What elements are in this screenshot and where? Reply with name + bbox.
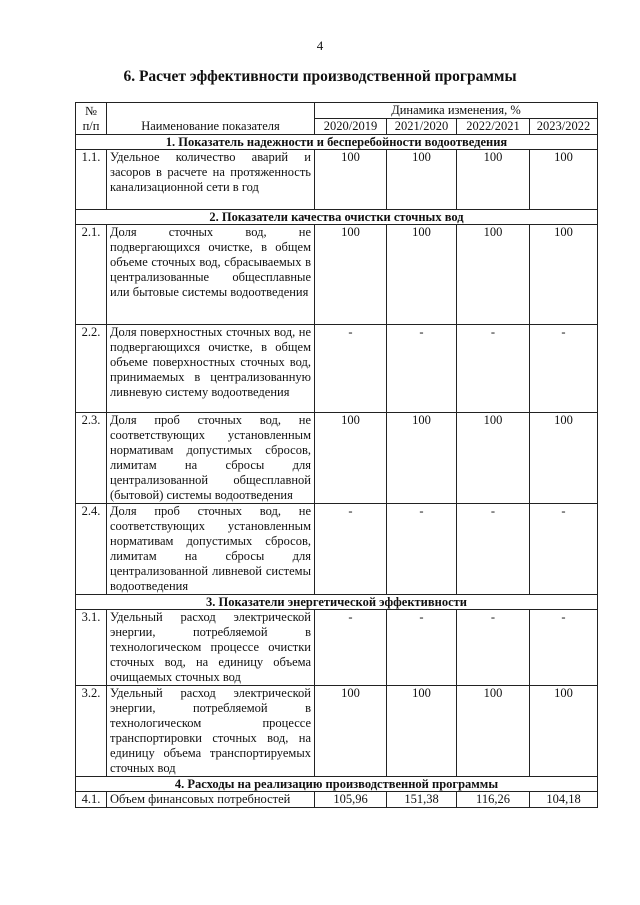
section-row	[76, 135, 598, 150]
dynamics-value: -	[315, 504, 387, 595]
indicator-name: Доля проб сточных вод, не соответствующих установленным нормативам допустимых сбросов, лимитам на сбросы для централизованной общесплавной (бытовой) системы водоотведения	[107, 413, 315, 504]
section-title: 3. Показатели энергетической эффективности	[76, 595, 598, 610]
indicator-name: Объем финансовых потребностей	[107, 792, 315, 808]
dynamics-value: 100	[387, 413, 457, 504]
dynamics-value: 104,18	[530, 792, 598, 808]
col-header-num-line1: №	[85, 104, 97, 118]
dynamics-value: 151,38	[387, 792, 457, 808]
row-number: 2.4.	[76, 504, 107, 595]
row-number: 2.2.	[76, 325, 107, 413]
dynamics-value: 100	[530, 150, 598, 210]
dynamics-value: 100	[387, 225, 457, 325]
table-row	[76, 225, 598, 325]
row-number: 2.1.	[76, 225, 107, 325]
row-number: 1.1.	[76, 150, 107, 210]
row-number: 4.1.	[76, 792, 107, 808]
dynamics-value: 100	[315, 686, 387, 777]
dynamics-value: -	[457, 610, 530, 686]
table-row	[76, 792, 598, 808]
dynamics-value: -	[315, 610, 387, 686]
dynamics-value: -	[457, 325, 530, 413]
table-row	[76, 686, 598, 777]
dynamics-value: -	[530, 325, 598, 413]
dynamics-value: 116,26	[457, 792, 530, 808]
page-title: 6. Расчет эффективности производственной программы	[123, 68, 517, 85]
indicator-name: Доля сточных вод, не подвергающихся очистке, в общем объеме сточных вод, сбрасываемых в централизованные общесплавные или бытовые системы водоотведения	[107, 225, 315, 325]
efficiency-table	[75, 102, 598, 808]
dynamics-value: 100	[530, 225, 598, 325]
dynamics-value: 100	[387, 150, 457, 210]
dynamics-value: 100	[530, 413, 598, 504]
section-title: 1. Показатель надежности и бесперебойности водоотведения	[76, 135, 598, 150]
dynamics-value: 105,96	[315, 792, 387, 808]
col-header-name: Наименование показателя	[107, 103, 315, 135]
page-number: 4	[316, 38, 324, 53]
dynamics-value: -	[315, 325, 387, 413]
dynamics-value: -	[387, 504, 457, 595]
dynamics-value: -	[387, 325, 457, 413]
dynamics-value: 100	[530, 686, 598, 777]
dynamics-value: -	[530, 610, 598, 686]
dynamics-value: 100	[387, 686, 457, 777]
table-row	[76, 504, 598, 595]
table-row	[76, 413, 598, 504]
dynamics-value: -	[530, 504, 598, 595]
dynamics-value: 100	[315, 150, 387, 210]
section-title: 2. Показатели качества очистки сточных вод	[76, 210, 598, 225]
dynamics-value: 100	[457, 225, 530, 325]
dynamics-value: 100	[315, 225, 387, 325]
col-header-year: 2023/2022	[530, 119, 598, 135]
col-header-dynamics: Динамика изменения, %	[315, 103, 598, 119]
dynamics-value: 100	[457, 686, 530, 777]
col-header-num	[76, 103, 107, 135]
section-row	[76, 777, 598, 792]
table-row	[76, 150, 598, 210]
dynamics-value: -	[387, 610, 457, 686]
table-row	[76, 325, 598, 413]
dynamics-value: 100	[457, 150, 530, 210]
indicator-name: Доля проб сточных вод, не соответствующих установленным нормативам допустимых сбросов, лимитам на сбросы для централизованной ливневой системы водоотведения	[107, 504, 315, 595]
col-header-num-line2: п/п	[82, 119, 100, 133]
indicator-name: Доля поверхностных сточных вод, не подвергающихся очистке, в общем объеме поверхностных сточных вод, принимаемых в централизованную ливневую систему водоотведения	[107, 325, 315, 413]
row-number: 2.3.	[76, 413, 107, 504]
row-number: 3.1.	[76, 610, 107, 686]
col-header-year: 2022/2021	[457, 119, 530, 135]
dynamics-value: 100	[315, 413, 387, 504]
section-title: 4. Расходы на реализацию производственной программы	[76, 777, 598, 792]
dynamics-value: -	[457, 504, 530, 595]
section-row	[76, 210, 598, 225]
indicator-name: Удельный расход электрической энергии, потребляемой в технологическом процессе транспортировки сточных вод, на единицу объема транспортируемых сточных вод	[107, 686, 315, 777]
col-header-year: 2020/2019	[315, 119, 387, 135]
row-number: 3.2.	[76, 686, 107, 777]
indicator-name: Удельный расход электрической энергии, потребляемой в технологическом процессе очистки сточных вод, на единицу объема очищаемых сточных вод	[107, 610, 315, 686]
section-row	[76, 595, 598, 610]
col-header-year: 2021/2020	[387, 119, 457, 135]
indicator-name: Удельное количество аварий и засоров в расчете на протяженность канализационной сети в год	[107, 150, 315, 210]
dynamics-value: 100	[457, 413, 530, 504]
table-row	[76, 610, 598, 686]
